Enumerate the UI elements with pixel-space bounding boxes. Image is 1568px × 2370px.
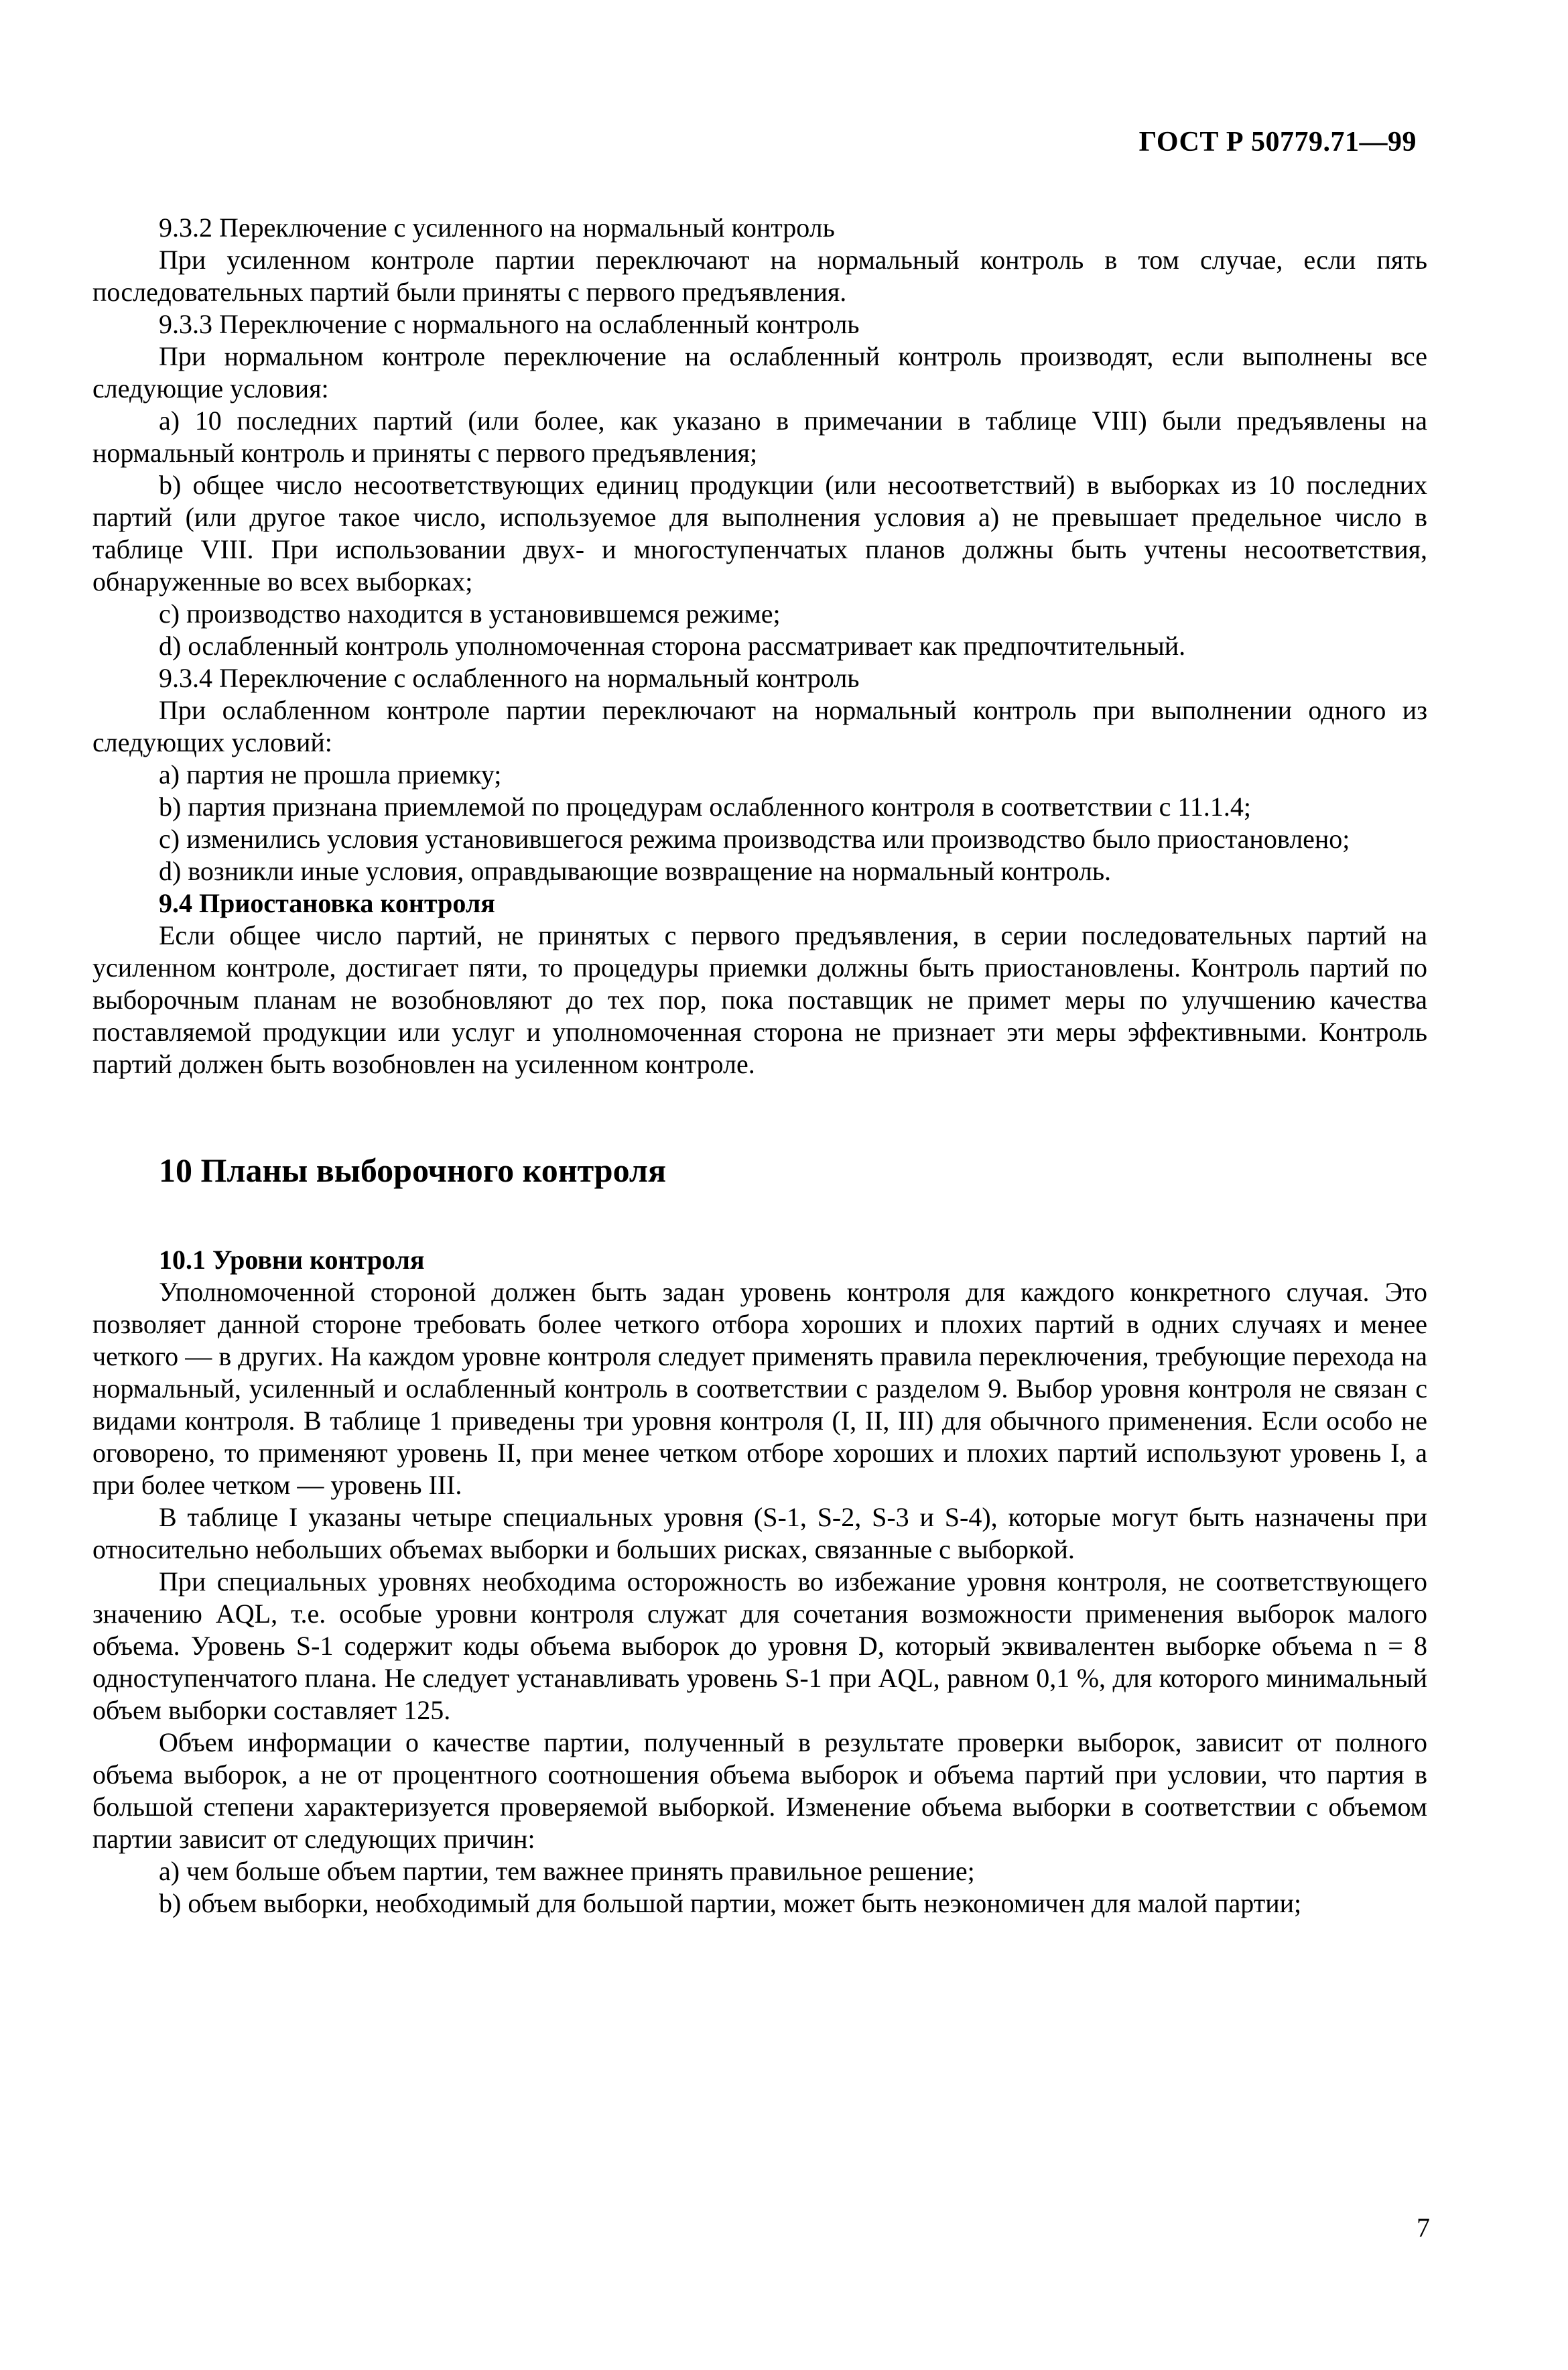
list-item: а) партия не прошла приемку; [159,759,502,790]
list-item: b) общее число несоответствующих единиц продукции (или несоответствий) в выборках из 10 последних партий (или другое такое число, используемое для выполнения условия а) не превышает предельное число в таблице VIII. При использовании двух- и многоступенчатых планов должны быть учтены несоответствия, обнаруженные во всех выборках; [92,470,1427,597]
section-title: 10 Планы выборочного контроля [159,1151,667,1189]
page-number: 7 [1417,2212,1430,2243]
paragraph: 9.3.2 Переключение с усиленного на нормальный контроль [159,212,835,243]
paragraph: Объем информации о качестве партии, полученный в результате проверки выборок, зависит от полного объема выборок, а не от процентного соотношения объема выборок и объема партий при условии, что партия в большой степени характеризуется проверяемой выборкой. Изменение объема выборки в соответствии с объемом партии зависит от следующих причин: [92,1727,1427,1854]
list-item: с) производство находится в установившемся режиме; [159,599,781,629]
paragraph: При усиленном контроле партии переключают на нормальный контроль в том случае, если пять последовательных партий были приняты с первого предъявления. [92,245,1427,307]
list-item: b) партия признана приемлемой по процедурам ослабленного контроля в соответствии с 11.1.4; [159,792,1251,822]
paragraph: Если общее число партий, не принятых с первого предъявления, в серии последовательных партий на усиленном контроле, достигает пяти, то процедуры приемки должны быть приостановлены. Контроль партий по выборочным планам не возобновляют до тех пор, пока поставщик не примет меры по улучшению качества поставляемой продукции или услуг и уполномоченная сторона не признает эти меры эффективными. Контроль партий должен быть возобновлен на усиленном контроле. [92,920,1427,1079]
document-header: ГОСТ Р 50779.71—99 [1138,127,1417,158]
paragraph: 9.3.3 Переключение с нормального на ослабленный контроль [159,309,860,339]
list-item: а) чем больше объем партии, тем важнее принять правильное решение; [159,1856,975,1886]
document-body [92,212,1427,1920]
paragraph: При нормальном контроле переключение на ослабленный контроль производят, если выполнены все следующие условия: [92,341,1427,403]
paragraph: Уполномоченной стороной должен быть задан уровень контроля для каждого конкретного случая. Это позволяет данной стороне требовать более четкого отбора хороших и плохих партий в одних случаях и менее четкого — в других. На каждом уровне контроля следует применять правила переключения, требующие перехода на нормальный, усиленный и ослабленный контроль в соответствии с разделом 9. Выбор уровня контроля не связан с видами контроля. В таблице 1 приведены три уровня контроля (I, II, III) для обычного применения. Если особо не оговорено, то применяют уровень II, при менее четком отборе хороших и плохих партий используют уровень I, а при более четком — уровень III. [92,1277,1427,1500]
paragraph: При специальных уровнях необходима осторожность во избежание уровня контроля, не соответствующего значению AQL, т.е. особые уровни контроля служат для сочетания возможности применения выборок малого объема. Уровень S-1 содержит коды объема выборок до уровня D, который эквивалентен выборке объема n = 8 одноступенчатого плана. Не следует устанавливать уровень S-1 при AQL, равном 0,1 %, для которого минимальный объем выборки составляет 125. [92,1566,1427,1725]
list-item: d) возникли иные условия, оправдывающие возвращение на нормальный контроль. [159,856,1112,886]
list-item: b) объем выборки, необходимый для большой партии, может быть неэкономичен для малой партии; [159,1888,1302,1918]
list-item: а) 10 последних партий (или более, как указано в примечании в таблице VIII) были предъявлены на нормальный контроль и приняты с первого предъявления; [92,406,1427,468]
subsection-heading: 9.4 Приостановка контроля [159,888,495,918]
paragraph: При ослабленном контроле партии переключают на нормальный контроль при выполнении одного из следующих условий: [92,695,1427,757]
subsection-heading: 10.1 Уровни контроля [159,1245,425,1275]
paragraph: В таблице I указаны четыре специальных уровня (S-1, S-2, S-3 и S-4), которые могут быть назначены при относительно небольших объемах выборки и больших рисках, связанные с выборкой. [92,1502,1427,1564]
list-item: с) изменились условия установившегося режима производства или производство было приостановлено; [159,824,1350,854]
paragraph: 9.3.4 Переключение с ослабленного на нормальный контроль [159,663,860,693]
list-item: d) ослабленный контроль уполномоченная сторона рассматривает как предпочтительный. [159,631,1186,661]
